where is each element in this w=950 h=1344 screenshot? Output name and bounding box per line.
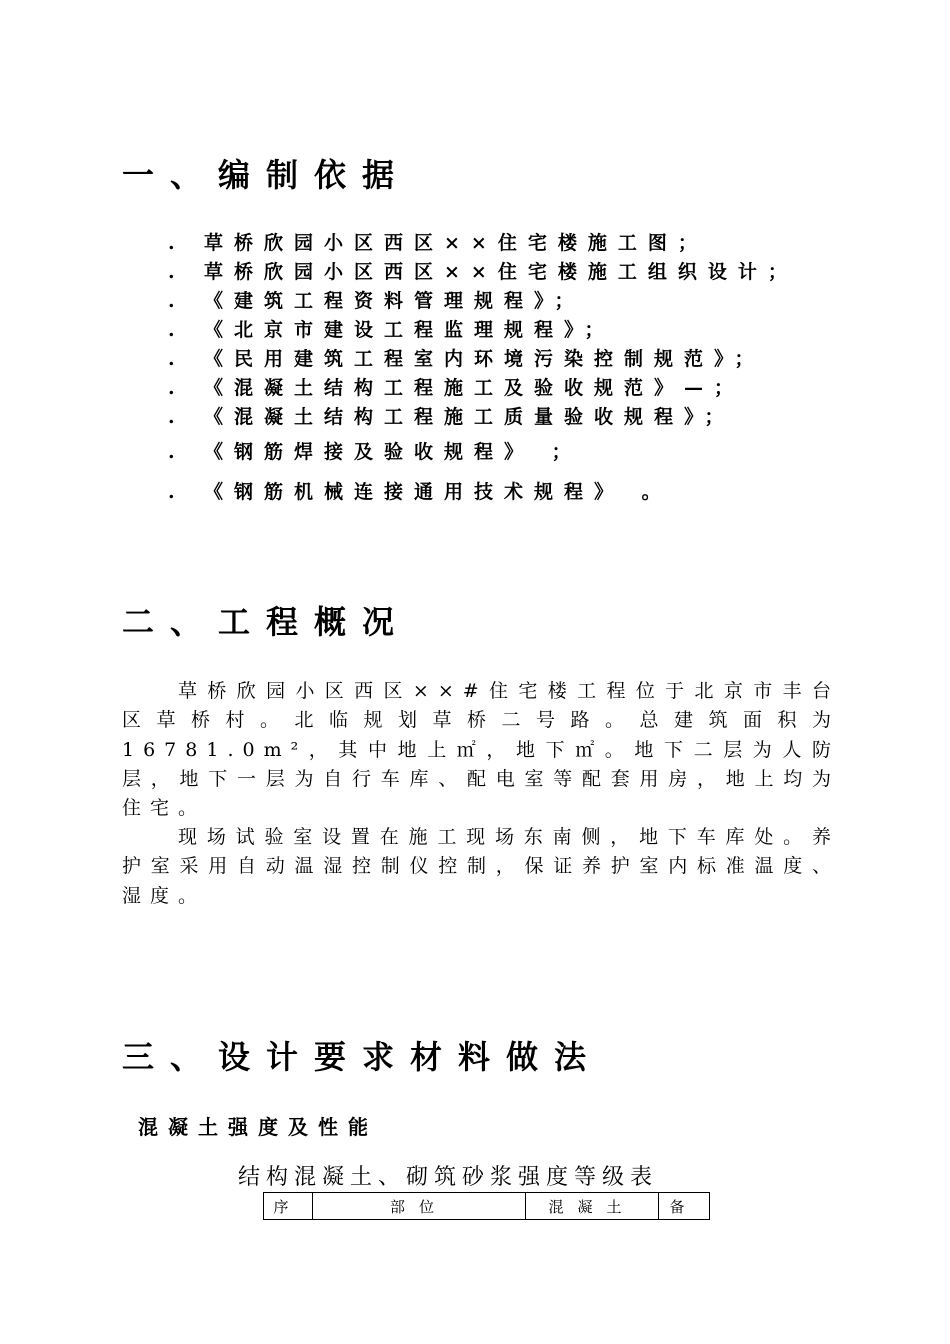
list-item: . 《混凝土结构工程施工及验收规范》—； <box>168 377 745 399</box>
list-item: . 《民用建筑工程室内环境污染控制规范》； <box>168 348 765 370</box>
list-item: . 草桥欣园小区西区××住宅楼施工图； <box>168 232 708 254</box>
reference-text: 草桥欣园小区西区××住宅楼施工图； <box>204 232 708 254</box>
list-item: . 草桥欣园小区西区××住宅楼施工组织设计； <box>168 261 798 283</box>
reference-text: 草桥欣园小区西区××住宅楼施工组织设计； <box>204 261 798 283</box>
grade-table <box>263 1192 710 1220</box>
reference-text: 《建筑工程资料管理规程》； <box>204 290 585 312</box>
list-item: . 《混凝土结构工程施工质量验收规程》； <box>168 406 735 428</box>
reference-text: 《北京市建设工程监理规程》； <box>204 319 615 341</box>
header-location: 部位 <box>313 1193 526 1220</box>
concrete-subheading: 混凝土强度及性能 <box>138 1115 378 1139</box>
overview-paragraph: 草桥欣园小区西区××#住宅楼工程位于北京市丰台区草桥村。北临规划草桥二号路。总建筑面积为16781.0m²，其中地上㎡，地下㎡。地下二层为人防层，地下一层为自行车库、配电室等配套用房，地上均为住宅。 <box>122 680 840 820</box>
header-seq: 序 <box>264 1193 313 1220</box>
reference-text: 《钢筋机械连接通用技术规程》 。 <box>204 481 672 503</box>
reference-text: 《民用建筑工程室内环境污染控制规范》； <box>204 348 765 370</box>
section2-heading: 二、工程概况 <box>122 603 411 641</box>
list-item: . 《北京市建设工程监理规程》； <box>168 319 615 341</box>
section1-heading: 一、编制依据 <box>122 156 411 194</box>
reference-text: 《混凝土结构工程施工及验收规范》—； <box>204 377 745 399</box>
table-header-row <box>264 1193 710 1220</box>
lab-paragraph: 现场试验室设置在施工现场东南侧，地下车库处。养护室采用自动温湿控制仪控制，保证养护室内标准温度、湿度。 <box>122 826 840 907</box>
reference-text: 《钢筋焊接及验收规程》 ； <box>204 441 582 463</box>
list-item: . 《钢筋机械连接通用技术规程》 。 <box>168 481 672 503</box>
list-item: . 《钢筋焊接及验收规程》 ； <box>168 441 582 463</box>
section3-heading: 三、设计要求材料做法 <box>122 1038 603 1076</box>
list-item: . 《建筑工程资料管理规程》； <box>168 290 585 312</box>
table-title: 结构混凝土、砌筑砂浆强度等级表 <box>238 1165 659 1190</box>
reference-text: 《混凝土结构工程施工质量验收规程》； <box>204 406 735 428</box>
header-remarks: 备 <box>659 1193 710 1220</box>
reference-list <box>168 229 798 512</box>
header-concrete: 混凝土 <box>526 1193 659 1220</box>
